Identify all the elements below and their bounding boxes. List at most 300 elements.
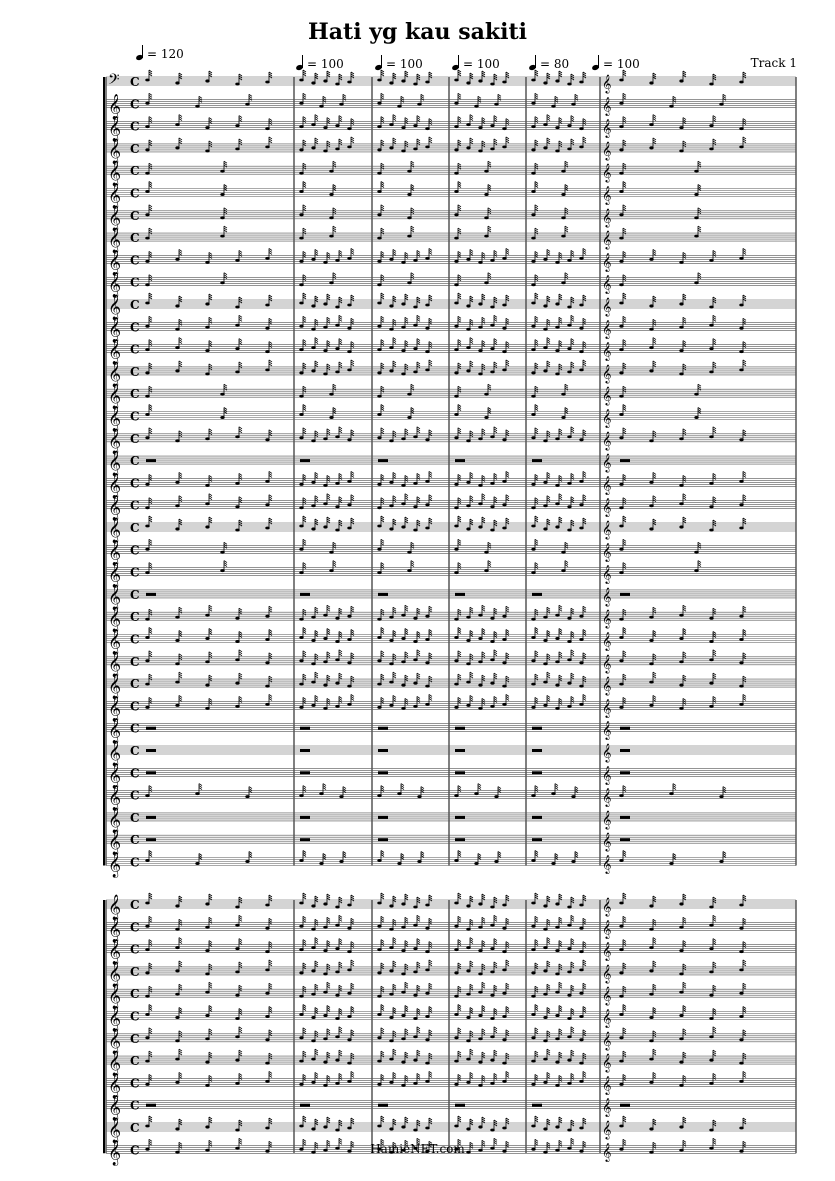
note-head-icon: [619, 636, 623, 639]
note-head-icon: [502, 1080, 506, 1083]
note-flag-icon: [713, 985, 716, 991]
note-head-icon: [555, 972, 559, 975]
time-signature: C: [130, 454, 140, 469]
note-flag-icon: [315, 361, 318, 367]
note-flag-icon: [149, 851, 152, 857]
note-head-icon: [555, 149, 559, 152]
note-flag-icon: [683, 517, 686, 523]
note-flag-icon: [488, 226, 491, 232]
note-head-icon: [490, 1059, 494, 1062]
note-head-icon: [649, 639, 653, 642]
note-head-icon: [567, 529, 571, 532]
note-head-icon: [619, 506, 623, 509]
note-head-icon: [347, 327, 351, 330]
note-head-icon: [407, 569, 411, 572]
note-flag-icon: [381, 428, 384, 434]
track-label: Track 1: [750, 56, 797, 70]
note-head-icon: [425, 661, 429, 664]
note-head-icon: [311, 346, 315, 349]
note-flag-icon: [470, 896, 473, 902]
note-head-icon: [490, 147, 494, 150]
note-head-icon: [425, 1127, 429, 1130]
note-head-icon: [265, 1038, 269, 1041]
whole-rest-icon: [620, 816, 630, 819]
note-flag-icon: [506, 606, 509, 612]
note-flag-icon: [417, 1027, 420, 1033]
note-flag-icon: [224, 408, 227, 414]
note-head-icon: [709, 435, 713, 438]
whole-rest-icon: [378, 593, 388, 596]
note-head-icon: [329, 281, 333, 284]
whole-rest-icon: [300, 1104, 310, 1107]
courtesy-clef-icon: 𝄞: [602, 743, 612, 762]
note-head-icon: [265, 1080, 269, 1083]
note-head-icon: [389, 369, 393, 372]
note-head-icon: [709, 1017, 713, 1020]
note-head-icon: [531, 79, 535, 82]
note-flag-icon: [482, 494, 485, 500]
note-head-icon: [299, 371, 303, 374]
note-head-icon: [323, 972, 327, 975]
whole-rest-icon: [146, 459, 156, 462]
note-head-icon: [299, 706, 303, 709]
note-head-icon: [555, 684, 559, 687]
note-head-icon: [619, 436, 623, 439]
note-head-icon: [413, 617, 417, 620]
note-head-icon: [145, 1013, 149, 1016]
note-head-icon: [145, 172, 149, 175]
note-head-icon: [407, 281, 411, 284]
note-head-icon: [679, 326, 683, 329]
note-head-icon: [347, 615, 351, 618]
note-head-icon: [555, 660, 559, 663]
note-head-icon: [425, 503, 429, 506]
note-flag-icon: [653, 1072, 656, 1078]
note-head-icon: [425, 327, 429, 330]
note-head-icon: [311, 82, 315, 85]
note-flag-icon: [303, 516, 306, 522]
note-head-icon: [401, 372, 405, 375]
note-flag-icon: [239, 985, 242, 991]
note-head-icon: [205, 991, 209, 994]
note-flag-icon: [547, 938, 550, 944]
courtesy-clef-icon: 𝄞: [602, 363, 612, 383]
note-head-icon: [679, 80, 683, 83]
note-flag-icon: [583, 983, 586, 989]
courtesy-clef-icon: 𝄞: [602, 832, 612, 852]
note-head-icon: [619, 237, 623, 240]
whole-rest-icon: [378, 838, 388, 841]
note-head-icon: [175, 123, 179, 126]
note-head-icon: [739, 503, 743, 506]
treble-clef-icon: 𝄞: [108, 674, 122, 700]
note-flag-icon: [269, 360, 272, 366]
note-head-icon: [335, 947, 339, 950]
note-head-icon: [490, 435, 494, 438]
note-flag-icon: [351, 653, 354, 659]
note-head-icon: [619, 148, 623, 151]
note-head-icon: [543, 146, 547, 149]
note-head-icon: [401, 614, 405, 617]
whole-rest-icon: [378, 816, 388, 819]
note-head-icon: [474, 862, 478, 865]
note-flag-icon: [339, 939, 342, 945]
time-signature: C: [130, 1098, 140, 1113]
note-head-icon: [235, 947, 239, 950]
note-head-icon: [543, 993, 547, 996]
note-flag-icon: [209, 294, 212, 300]
note-flag-icon: [333, 185, 336, 191]
time-signature: C: [130, 788, 140, 803]
note-flag-icon: [239, 427, 242, 433]
treble-clef-icon: 𝄞: [108, 138, 122, 164]
note-flag-icon: [381, 93, 384, 99]
note-flag-icon: [315, 1008, 318, 1014]
note-head-icon: [454, 794, 458, 797]
note-flag-icon: [315, 472, 318, 478]
note-flag-icon: [623, 405, 626, 411]
note-flag-icon: [571, 339, 574, 345]
note-flag-icon: [179, 519, 182, 525]
note-head-icon: [145, 706, 149, 709]
note-head-icon: [339, 795, 343, 798]
note-head-icon: [389, 1128, 393, 1131]
note-head-icon: [205, 349, 209, 352]
note-head-icon: [466, 928, 470, 931]
note-flag-icon: [393, 1119, 396, 1125]
note-flag-icon: [743, 471, 746, 477]
whole-rest-icon: [455, 459, 465, 462]
note-head-icon: [235, 505, 239, 508]
note-head-icon: [401, 80, 405, 83]
note-head-icon: [311, 258, 315, 261]
note-flag-icon: [458, 182, 461, 188]
note-flag-icon: [303, 1005, 306, 1011]
note-head-icon: [323, 303, 327, 306]
note-head-icon: [205, 80, 209, 83]
note-flag-icon: [547, 631, 550, 637]
time-signature: C: [130, 431, 140, 446]
note-flag-icon: [575, 787, 578, 793]
note-head-icon: [719, 103, 723, 106]
note-flag-icon: [583, 430, 586, 436]
note-head-icon: [561, 193, 565, 196]
note-head-icon: [425, 1038, 429, 1041]
time-signature: C: [130, 119, 140, 134]
whole-rest-icon: [300, 816, 310, 819]
note-head-icon: [205, 949, 209, 952]
note-head-icon: [543, 82, 547, 85]
note-flag-icon: [683, 71, 686, 77]
courtesy-clef-icon: 𝄞: [602, 809, 612, 829]
note-head-icon: [561, 281, 565, 284]
note-head-icon: [478, 437, 482, 440]
note-flag-icon: [547, 138, 550, 144]
time-signature: C: [130, 632, 140, 647]
note-head-icon: [205, 660, 209, 663]
note-head-icon: [694, 393, 698, 396]
note-flag-icon: [559, 982, 562, 988]
note-head-icon: [347, 81, 351, 84]
note-flag-icon: [381, 651, 384, 657]
note-head-icon: [235, 435, 239, 438]
note-head-icon: [397, 792, 401, 795]
note-flag-icon: [623, 251, 626, 257]
note-flag-icon: [673, 854, 676, 860]
note-flag-icon: [623, 893, 626, 899]
note-head-icon: [329, 551, 333, 554]
note-flag-icon: [458, 697, 461, 703]
note-flag-icon: [381, 474, 384, 480]
courtesy-clef-icon: 𝄞: [602, 941, 612, 961]
note-head-icon: [335, 1082, 339, 1085]
courtesy-clef-icon: 𝄞: [602, 297, 612, 316]
courtesy-clef-icon: 𝄞: [602, 586, 612, 606]
note-head-icon: [543, 369, 547, 372]
note-head-icon: [195, 862, 199, 865]
note-flag-icon: [653, 249, 656, 255]
note-flag-icon: [179, 1119, 182, 1125]
note-flag-icon: [623, 1028, 626, 1034]
note-head-icon: [347, 527, 351, 530]
note-flag-icon: [327, 1006, 330, 1012]
note-head-icon: [175, 1081, 179, 1084]
note-flag-icon: [209, 1052, 212, 1058]
note-head-icon: [466, 305, 470, 308]
note-flag-icon: [381, 182, 384, 188]
note-flag-icon: [623, 851, 626, 857]
note-head-icon: [619, 348, 623, 351]
note-flag-icon: [458, 1116, 461, 1122]
note-head-icon: [454, 1013, 458, 1016]
note-head-icon: [377, 548, 381, 551]
note-head-icon: [335, 306, 339, 309]
courtesy-clef-icon: 𝄞: [602, 118, 612, 138]
note-flag-icon: [393, 519, 396, 525]
note-head-icon: [205, 707, 209, 710]
note-head-icon: [299, 348, 303, 351]
note-head-icon: [311, 504, 315, 507]
note-head-icon: [709, 83, 713, 86]
whole-rest-icon: [532, 1104, 542, 1107]
note-head-icon: [425, 703, 429, 706]
note-flag-icon: [494, 650, 497, 656]
note-head-icon: [567, 347, 571, 350]
note-flag-icon: [149, 140, 152, 146]
note-head-icon: [709, 1129, 713, 1132]
note-head-icon: [335, 529, 339, 532]
note-head-icon: [649, 704, 653, 707]
note-flag-icon: [315, 249, 318, 255]
note-head-icon: [579, 1062, 583, 1065]
note-flag-icon: [470, 249, 473, 255]
note-flag-icon: [653, 73, 656, 79]
note-head-icon: [490, 482, 494, 485]
treble-clef-icon: 𝄞: [108, 161, 122, 187]
whole-rest-icon: [146, 771, 156, 774]
note-head-icon: [694, 235, 698, 238]
note-head-icon: [679, 972, 683, 975]
note-head-icon: [235, 705, 239, 708]
note-flag-icon: [623, 651, 626, 657]
note-head-icon: [561, 416, 565, 419]
note-head-icon: [401, 637, 405, 640]
note-flag-icon: [149, 1074, 152, 1080]
note-head-icon: [145, 1083, 149, 1086]
note-flag-icon: [381, 1005, 384, 1011]
courtesy-clef-icon: 𝄞: [602, 897, 612, 916]
note-head-icon: [709, 482, 713, 485]
note-head-icon: [555, 991, 559, 994]
note-flag-icon: [535, 140, 538, 146]
note-head-icon: [679, 126, 683, 129]
note-head-icon: [145, 436, 149, 439]
note-head-icon: [619, 683, 623, 686]
note-flag-icon: [149, 539, 152, 545]
note-head-icon: [454, 1060, 458, 1063]
note-head-icon: [484, 216, 488, 219]
note-flag-icon: [559, 941, 562, 947]
note-head-icon: [579, 368, 583, 371]
note-flag-icon: [209, 605, 212, 611]
note-flag-icon: [683, 341, 686, 347]
note-head-icon: [502, 1062, 506, 1065]
time-signature: C: [130, 1031, 140, 1046]
note-head-icon: [454, 948, 458, 951]
note-head-icon: [205, 1014, 209, 1017]
note-head-icon: [454, 902, 458, 905]
note-flag-icon: [303, 251, 306, 257]
note-head-icon: [347, 304, 351, 307]
note-head-icon: [175, 1016, 179, 1019]
note-flag-icon: [535, 1005, 538, 1011]
note-head-icon: [478, 972, 482, 975]
note-head-icon: [543, 928, 547, 931]
note-head-icon: [401, 1084, 405, 1087]
note-head-icon: [466, 704, 470, 707]
note-head-icon: [235, 529, 239, 532]
courtesy-clef-icon: 𝄞: [602, 1097, 612, 1117]
note-head-icon: [377, 260, 381, 263]
courtesy-clef-icon: 𝄞: [602, 475, 612, 495]
note-flag-icon: [327, 982, 330, 988]
note-head-icon: [466, 993, 470, 996]
note-head-icon: [669, 792, 673, 795]
note-head-icon: [413, 370, 417, 373]
note-head-icon: [619, 1060, 623, 1063]
note-flag-icon: [743, 248, 746, 254]
note-flag-icon: [303, 1028, 306, 1034]
note-head-icon: [413, 147, 417, 150]
note-head-icon: [413, 505, 417, 508]
note-head-icon: [389, 1039, 393, 1042]
note-head-icon: [425, 927, 429, 930]
note-flag-icon: [623, 205, 626, 211]
note-flag-icon: [623, 474, 626, 480]
courtesy-clef-icon: 𝄞: [602, 430, 612, 450]
note-head-icon: [579, 1015, 583, 1018]
note-head-icon: [347, 1080, 351, 1083]
note-head-icon: [265, 438, 269, 441]
note-head-icon: [145, 971, 149, 974]
note-flag-icon: [494, 339, 497, 345]
note-head-icon: [335, 924, 339, 927]
note-flag-icon: [417, 1050, 420, 1056]
note-head-icon: [490, 306, 494, 309]
whole-rest-icon: [532, 749, 542, 752]
note-flag-icon: [535, 93, 538, 99]
note-head-icon: [377, 1013, 381, 1016]
note-head-icon: [484, 281, 488, 284]
note-flag-icon: [743, 360, 746, 366]
note-flag-icon: [315, 695, 318, 701]
note-head-icon: [377, 902, 381, 905]
note-head-icon: [739, 992, 743, 995]
note-head-icon: [323, 80, 327, 83]
note-flag-icon: [269, 983, 272, 989]
whole-rest-icon: [620, 459, 630, 462]
note-flag-icon: [179, 961, 182, 967]
note-head-icon: [543, 681, 547, 684]
note-flag-icon: [303, 70, 306, 76]
note-head-icon: [494, 103, 498, 106]
note-head-icon: [531, 636, 535, 639]
note-head-icon: [466, 946, 470, 949]
note-head-icon: [377, 925, 381, 928]
note-head-icon: [299, 325, 303, 328]
note-head-icon: [235, 1082, 239, 1085]
note-head-icon: [389, 928, 393, 931]
note-flag-icon: [343, 787, 346, 793]
whole-rest-icon: [620, 1104, 630, 1107]
note-head-icon: [454, 190, 458, 193]
whole-rest-icon: [146, 838, 156, 841]
note-head-icon: [311, 328, 315, 331]
time-signature: C: [130, 810, 140, 825]
note-flag-icon: [583, 960, 586, 966]
note-head-icon: [299, 925, 303, 928]
note-flag-icon: [583, 137, 586, 143]
note-flag-icon: [303, 1074, 306, 1080]
note-flag-icon: [405, 118, 408, 124]
note-flag-icon: [417, 339, 420, 345]
note-flag-icon: [565, 561, 568, 567]
note-head-icon: [502, 81, 506, 84]
note-head-icon: [335, 658, 339, 661]
note-head-icon: [531, 618, 535, 621]
note-head-icon: [413, 1059, 417, 1062]
note-head-icon: [299, 794, 303, 797]
note-flag-icon: [653, 631, 656, 637]
courtesy-clef-icon: 𝄞: [602, 631, 612, 651]
note-head-icon: [579, 992, 583, 995]
note-head-icon: [347, 480, 351, 483]
note-head-icon: [531, 794, 535, 797]
time-signature: C: [130, 1076, 140, 1091]
note-head-icon: [619, 172, 623, 175]
note-head-icon: [299, 283, 303, 286]
note-head-icon: [311, 946, 315, 949]
note-head-icon: [531, 325, 535, 328]
courtesy-clef-icon: 𝄞: [602, 185, 612, 205]
note-head-icon: [347, 368, 351, 371]
note-head-icon: [235, 658, 239, 661]
note-head-icon: [484, 393, 488, 396]
note-head-icon: [579, 703, 583, 706]
note-flag-icon: [583, 653, 586, 659]
note-head-icon: [339, 103, 343, 106]
note-head-icon: [649, 616, 653, 619]
